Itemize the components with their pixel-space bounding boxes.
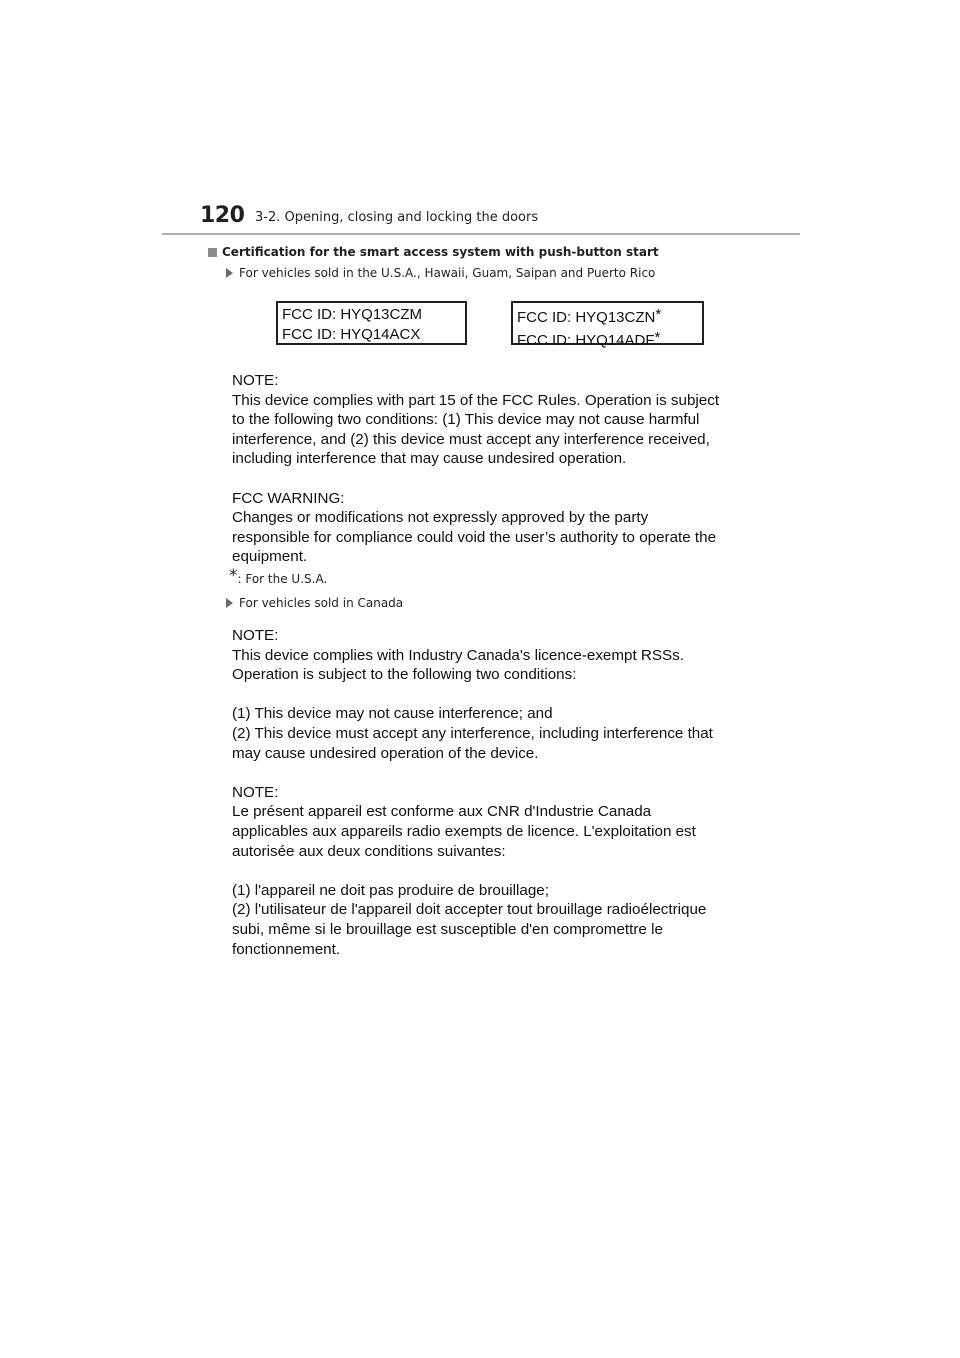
footnote — [229, 566, 327, 586]
canada-vehicles-bullet-text: For vehicles sold in Canada — [239, 596, 404, 610]
triangle-arrow-icon — [226, 598, 233, 608]
fcc-id-line: FCC ID: HYQ14ACX — [282, 326, 421, 343]
fcc-id-line: FCC ID: HYQ13CZM — [282, 306, 423, 323]
fcc-id-box-right — [511, 301, 704, 349]
triangle-arrow-icon — [226, 268, 233, 278]
fcc-id-text: FCC ID: HYQ14ADF — [517, 332, 655, 349]
fcc-note-paragraph: NOTE: This device complies with part 15 of the FCC Rules. Operation is subject to the following two conditions: (1) This device may not cause harmful interference, and (2) this device must accept any interference received, including interference that may cause undesired operation. — [232, 372, 720, 468]
fcc-id-line-us — [517, 305, 698, 328]
canada-conditions-french: (1) l'appareil ne doit pas produire de brouillage; (2) l'utilisateur de l'appareil doit accepter tout brouillage radioélectrique subi, même si le brouillage est susceptible d'en compromettre le fonctionnement. — [232, 881, 707, 958]
footnote-text: : For the U.S.A. — [237, 572, 328, 586]
certification-heading — [208, 245, 659, 259]
fcc-id-line-us — [517, 328, 698, 351]
canada-notice — [232, 626, 772, 959]
footnote-asterisk: * — [229, 566, 238, 586]
us-vehicles-bullet — [226, 266, 655, 280]
page-number: 120 — [200, 203, 245, 228]
us-fcc-notice — [232, 371, 772, 567]
us-vehicles-bullet-text: For vehicles sold in the U.S.A., Hawaii, Guam, Saipan and Puerto Rico — [239, 266, 656, 280]
asterisk-mark: * — [654, 329, 661, 346]
canada-conditions-english: (1) This device may not cause interference; and (2) This device must accept any interference, including interference that may cause undesired operation of the device. — [232, 705, 713, 762]
square-bullet-icon — [208, 248, 217, 257]
fcc-id-text: FCC ID: HYQ13CZN — [517, 309, 656, 326]
header-divider — [162, 233, 800, 235]
canada-vehicles-bullet — [226, 596, 403, 610]
certification-heading-text: Certification for the smart access system with push-button start — [222, 245, 659, 259]
fcc-warning-paragraph: FCC WARNING: Changes or modifications not expressly approved by the party responsible for compliance could void the user’s authority to operate the equipment. — [232, 489, 717, 566]
canada-note-english: NOTE: This device complies with Industry Canada's licence-exempt RSSs. Operation is subject to the following two conditions: — [232, 627, 684, 684]
fcc-id-box-left — [276, 301, 467, 345]
section-title: 3-2. Opening, closing and locking the doors — [255, 210, 539, 225]
canada-note-french: NOTE: Le présent appareil est conforme aux CNR d'Industrie Canada applicables aux appareils radio exempts de licence. L'exploitation est autorisée aux deux conditions suivantes: — [232, 783, 696, 860]
asterisk-mark: * — [655, 306, 662, 323]
